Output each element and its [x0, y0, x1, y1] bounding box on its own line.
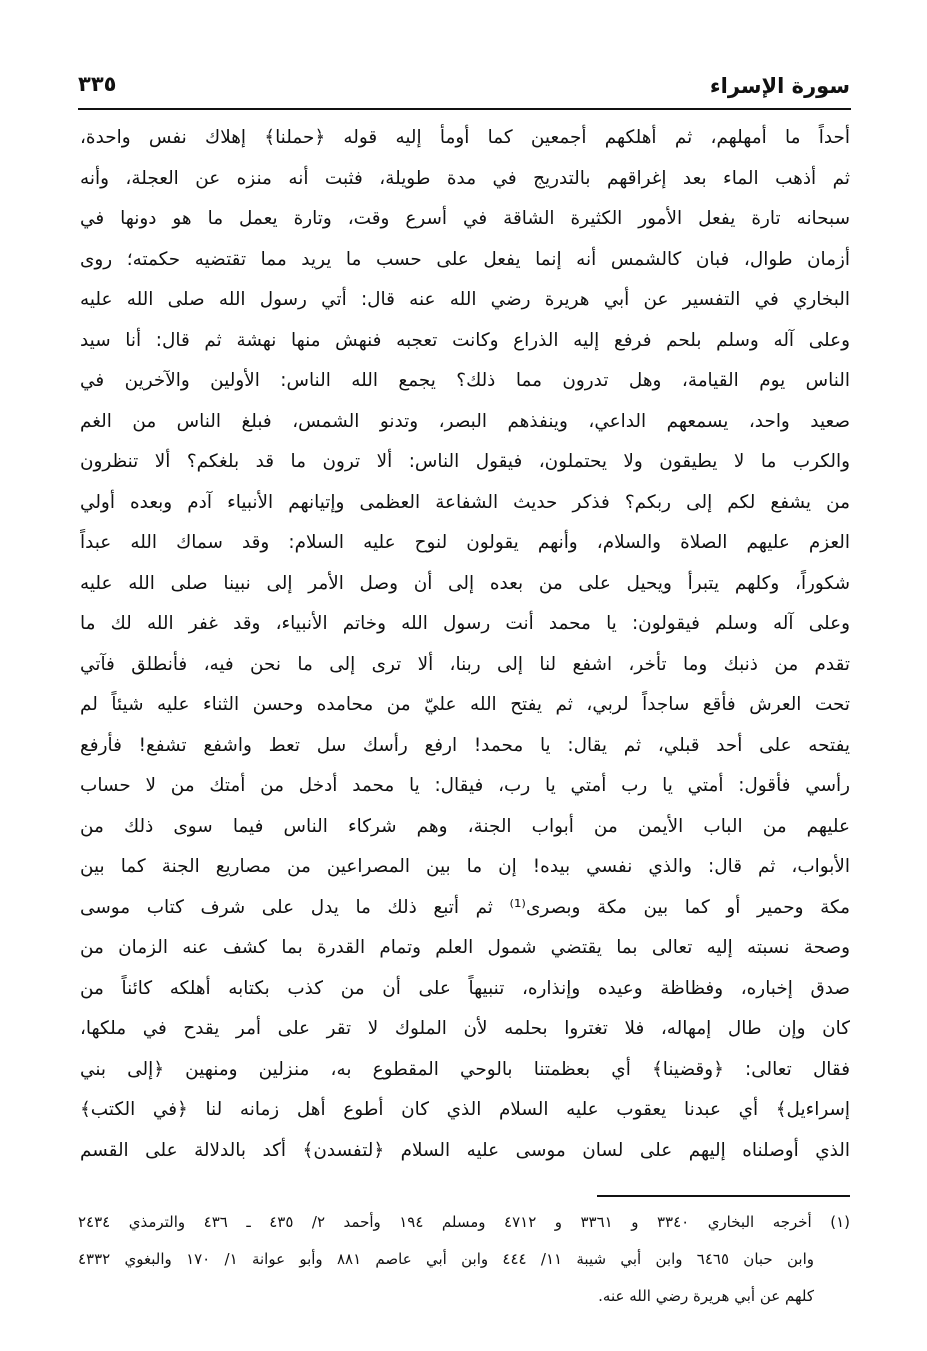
text-line: مكة وحمير أو كما بين مكة وبصرى⁽¹⁾ ثم أتبع ذلك ما يدل على شرف كتاب موسى [80, 896, 850, 918]
text-line: أحداً ما أمهلهم، ثم أهلكهم أجمعين كما أومأ إليه قوله ﴿حملنا﴾ إهلاك نفس واحدة، [80, 127, 850, 148]
text-line: وصحة نسبته إليه تعالى بما يقتضي شمول العلم وتمام القدرة بما كشف عنه الزمان من [80, 937, 850, 958]
text-line: من يشفع لكم إلى ربكم؟ فذكر حديث الشفاعة العظمى وإتيانهم الأنبياء آدم وبعده أولي [80, 491, 850, 513]
text-line: البخاري في التفسير عن أبي هريرة رضي الله عنه قال: أتي رسول الله صلى الله عليه [80, 289, 850, 310]
text-line: تحت العرش فأقع ساجداً لربي، ثم يفتح الله عليّ من محامده وحسن الثناء عليه شيئاً لم [80, 694, 850, 715]
text-line: وعلى آله وسلم فيقولون: يا محمد أنت رسول الله وخاتم الأنبياء، وقد غفر الله لك ما [80, 613, 850, 634]
main-text [80, 118, 850, 1171]
text-line: الناس يوم القيامة، وهل تدرون مما ذلك؟ يجمع الله الناس: الأولين والآخرين في [80, 370, 850, 391]
text-line: أزمان طوال، فبان كالشمس أنه إنما يفعل على حسب ما يريد مما تقتضيه حكمته؛ روى [80, 248, 850, 270]
text-line: إسراءيل﴾ أي عبدنا يعقوب عليه السلام الذي كان أطوع أهل زمانه لنا ﴿في الكتب﴾ [80, 1099, 850, 1120]
footnote-divider [597, 1195, 850, 1197]
text-line: ثم أذهب الماء بعد إغراقهم بالتدريج في مدة طويلة، فثبت أنه منزه عن العجلة، وأنه [80, 167, 850, 189]
text-line: فقال تعالى: ﴿وقضينا﴾ أي بعظمتنا بالوحي المقطوع به، منزلين ومنهين ﴿إلى بني [80, 1058, 850, 1080]
text-line: يفتحه على أحد قبلي، ثم يقال: يا محمد! ارفع رأسك سل تعط واشفع تشفع! فأرفع [80, 734, 850, 756]
surah-title: سورة الإسراء [709, 74, 850, 98]
footnotes [78, 1204, 850, 1315]
text-line: صعيد واحد، يسمعهم الداعي، وينفذهم البصر، وتدنو الشمس، فبلغ الناس من الغم [80, 410, 850, 432]
text-line: الأبواب، ثم قال: والذي نفسي بيده! إن ما بين المصراعين من مصاريع الجنة كما بين [80, 856, 850, 877]
text-line: والكرب ما لا يطيقون ولا يحتملون، فيقول الناس: ألا ترون ما قد بلغكم؟ ألا تنظرون [80, 451, 850, 472]
text-line: العزم عليهم الصلاة والسلام، وأنهم يقولون لنوح عليه السلام: وقد سماك الله عبداً [80, 532, 850, 553]
page-header [78, 70, 850, 106]
footnote-line: (١) أخرجه البخاري ٣٣٤٠ و ٣٣٦١ و ٤٧١٢ ومسلم ١٩٤ وأحمد ٢/ ٤٣٥ ـ ٤٣٦ والترمذي ٢٤٣٤ [78, 1213, 850, 1231]
text-line: وعلى آله وسلم بلحم فرفع إليه الذراع وكانت تعجبه فنهش منها نهشة ثم قال: أنا سيد [80, 329, 850, 351]
footnote-line: وابن حبان ٦٤٦٥ وابن أبي شيبة ١١/ ٤٤٤ وابن أبي عاصم ٨٨١ وأبو عوانة ١/ ١٧٠ والبغوي ٤٣٣٢ [78, 1250, 814, 1268]
text-line: عليهم من الباب الأيمن من أبواب الجنة، وهم شركاء الناس فيما سوى ذلك من [80, 815, 850, 837]
text-line: رأسي فأقول: أمتي يا رب أمتي يا رب، فيقال: يا محمد أدخل من أمتك من لا حساب [80, 775, 850, 796]
text-line: صدق إخباره، وفظاظة وعيده وإنذاره، تنبيهاً على أن من كذب بكتابه أهلكه كائناً من [80, 977, 850, 999]
footnote-line: كلهم عن أبي هريرة رضي الله عنه. [598, 1287, 814, 1305]
page-number: ٣٣٥ [78, 72, 117, 96]
text-line: تقدم من ذنبك وما تأخر، اشفع لنا إلى ربنا، ألا ترى إلى ما نحن فيه، فأنطلق فآتي [80, 653, 850, 675]
text-line: كان وإن طال إمهاله، فلا تغتروا بحلمه لأن الملوك لا تقر على أمر يقدح في ملكها، [80, 1018, 850, 1039]
text-line: سبحانه تارة يفعل الأمور الكثيرة الشاقة في أسرع وقت، وتارة يعمل ما هو دونها في [80, 208, 850, 229]
text-line: شكوراً، وكلهم يتبرأ ويحيل على من بعده إلى أن وصل الأمر إلى نبينا صلى الله عليه [80, 572, 850, 594]
text-line: الذي أوصلناه إليهم على لسان موسى عليه السلام ﴿لتفسدن﴾ أكد بالدلالة على القسم [80, 1139, 850, 1161]
header-divider [78, 108, 851, 110]
